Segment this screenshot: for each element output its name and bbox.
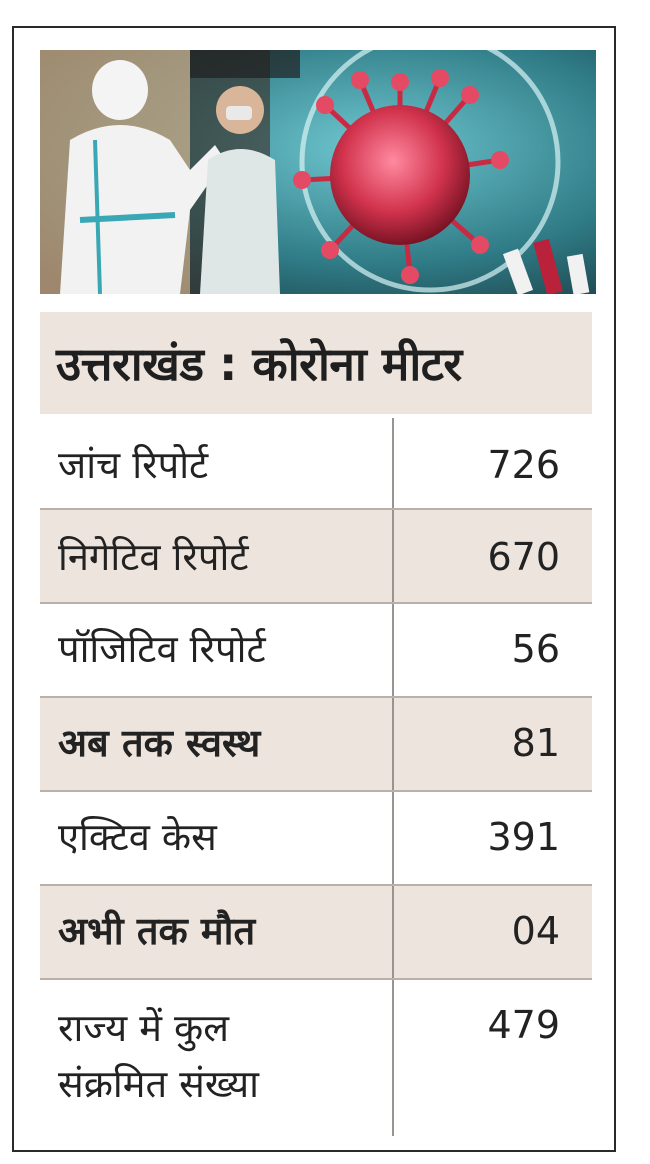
row-label: जांच रिपोर्ट xyxy=(58,443,209,487)
row-value: 81 xyxy=(392,698,592,790)
row-value: 670 xyxy=(392,510,592,602)
table-row xyxy=(40,886,592,980)
table-row xyxy=(40,792,592,886)
header-photo xyxy=(40,50,596,294)
coronavirus-illustration xyxy=(40,50,596,294)
table-row xyxy=(40,980,592,1136)
title-bar xyxy=(40,312,592,414)
row-label: राज्य में कुल संक्रमित संख्या xyxy=(58,1006,259,1106)
row-value: 726 xyxy=(392,418,592,508)
row-label: अभी तक मौत xyxy=(58,909,256,953)
row-label: पॉजिटिव रिपोर्ट xyxy=(58,627,266,671)
page-title: उत्तराखंड : कोरोना मीटर xyxy=(56,337,462,391)
virus-body xyxy=(330,105,470,245)
row-label: अब तक स्वस्थ xyxy=(58,721,261,765)
row-label: निगेटिव रिपोर्ट xyxy=(58,535,249,579)
row-value: 479 xyxy=(392,980,592,1136)
row-value: 391 xyxy=(392,792,592,884)
row-value: 04 xyxy=(392,886,592,978)
table-row xyxy=(40,418,592,510)
table-row xyxy=(40,698,592,792)
table-row xyxy=(40,604,592,698)
stats-table xyxy=(40,418,592,1136)
table-row xyxy=(40,510,592,604)
row-value: 56 xyxy=(392,604,592,696)
row-label: एक्टिव केस xyxy=(58,815,217,859)
